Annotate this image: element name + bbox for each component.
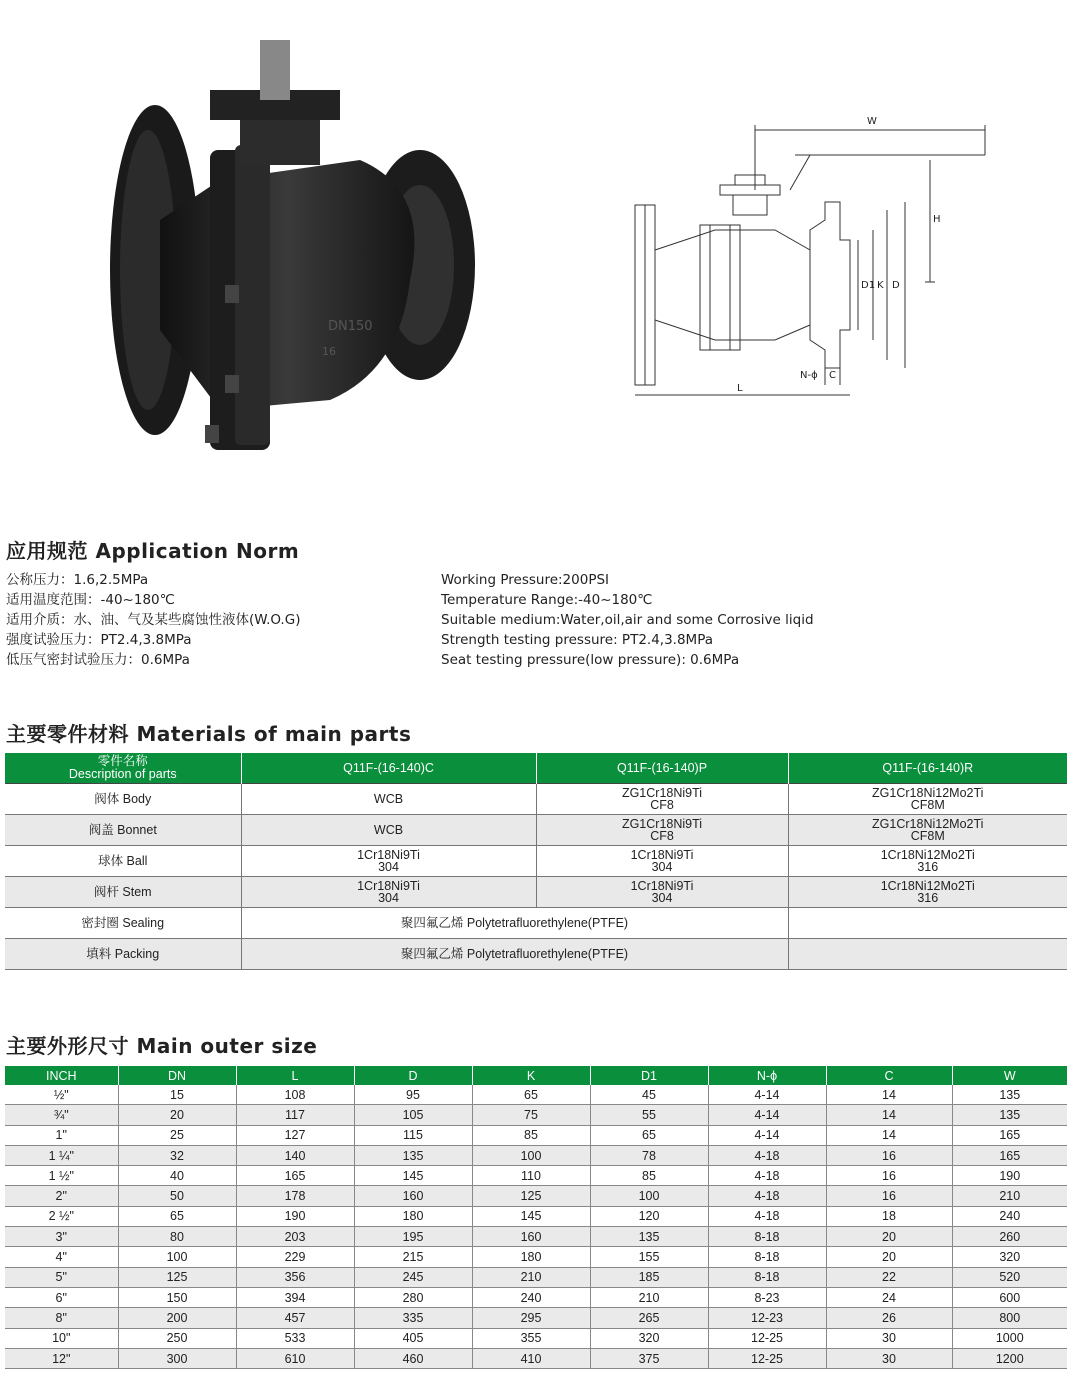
sizes-cell: 4-14	[708, 1085, 826, 1105]
material-value: WCB	[373, 823, 404, 837]
col-header-c: Q11F-(16-140)C	[241, 753, 536, 784]
sizes-col-header: N-ϕ	[708, 1066, 826, 1085]
dim-label-l: L	[737, 383, 743, 394]
sizes-cell: 12-23	[708, 1308, 826, 1328]
sizes-cell: 14	[826, 1105, 952, 1125]
sizes-cell: 265	[590, 1308, 708, 1328]
sizes-cell: 320	[590, 1328, 708, 1348]
sizes-row	[5, 1328, 1067, 1348]
material-cell-c2	[536, 846, 788, 877]
sizes-cell: 135	[354, 1145, 472, 1165]
sizes-row	[5, 1348, 1067, 1368]
part-name-cell: 填料 Packing	[5, 939, 241, 970]
material-value: CF8	[650, 829, 674, 843]
norm-en-line: Temperature Range:-40~180℃	[441, 592, 653, 608]
sizes-cell: 145	[472, 1206, 590, 1226]
part-name-cell: 球体 Ball	[5, 846, 241, 877]
sizes-col-header: C	[826, 1066, 952, 1085]
sizes-cell: 1 ¼"	[5, 1145, 118, 1165]
material-cell-c3	[788, 784, 1067, 815]
sizes-cell: 40	[118, 1166, 236, 1186]
sizes-cell: 457	[236, 1308, 354, 1328]
sizes-cell: 30	[826, 1348, 952, 1368]
sizes-cell: 210	[590, 1287, 708, 1307]
sizes-cell: 110	[472, 1166, 590, 1186]
sizes-row	[5, 1166, 1067, 1186]
material-value: 304	[378, 891, 399, 905]
sizes-cell: 1200	[952, 1348, 1067, 1368]
sizes-cell: 1 ½"	[5, 1166, 118, 1186]
sizes-cell: 4-18	[708, 1145, 826, 1165]
sizes-cell: 300	[118, 1348, 236, 1368]
materials-row	[5, 846, 1067, 877]
material-cell-c1	[241, 784, 536, 815]
sizes-cell: ½"	[5, 1085, 118, 1105]
material-value: 304	[378, 860, 399, 874]
sizes-cell: 100	[472, 1145, 590, 1165]
material-value: ZG1Cr18Ni9Ti	[621, 786, 703, 800]
sizes-row	[5, 1267, 1067, 1287]
dim-label-n-phi: N-ϕ	[800, 370, 818, 381]
dim-label-c: C	[829, 370, 836, 381]
material-value: WCB	[373, 792, 404, 806]
sizes-cell: 375	[590, 1348, 708, 1368]
material-cell-c3	[788, 877, 1067, 908]
sizes-cell: 135	[952, 1085, 1067, 1105]
part-name-cell: 阀盖 Bonnet	[5, 815, 241, 846]
sizes-cell: 3"	[5, 1227, 118, 1247]
sizes-cell: 115	[354, 1125, 472, 1145]
norm-cn-line: 低压气密封试验压力：0.6MPa	[6, 652, 190, 668]
sizes-cell: 127	[236, 1125, 354, 1145]
sizes-cell: 1"	[5, 1125, 118, 1145]
norm-cn-line: 适用温度范围：-40~180℃	[6, 592, 175, 608]
ball-valve-photo	[100, 30, 490, 450]
material-value: ZG1Cr18Ni12Mo2Ti	[872, 817, 984, 831]
sizes-cell: 610	[236, 1348, 354, 1368]
materials-row	[5, 908, 1067, 939]
sizes-cell: 18	[826, 1206, 952, 1226]
dim-label-k: K	[877, 280, 884, 291]
sizes-cell: 800	[952, 1308, 1067, 1328]
sizes-cell: 210	[952, 1186, 1067, 1206]
sizes-cell: 22	[826, 1267, 952, 1287]
sizes-cell: 55	[590, 1105, 708, 1125]
sizes-cell: 25	[118, 1125, 236, 1145]
sizes-row	[5, 1145, 1067, 1165]
col-header-part: 零件名称 Description of parts	[5, 753, 241, 784]
sizes-cell: 12"	[5, 1348, 118, 1368]
sizes-cell: 394	[236, 1287, 354, 1307]
sizes-cell: 460	[354, 1348, 472, 1368]
sizes-cell: 80	[118, 1227, 236, 1247]
norm-en-line: Seat testing pressure(low pressure): 0.6MPa	[441, 652, 740, 668]
material-value: 1Cr18Ni9Ti	[630, 848, 694, 862]
sizes-cell: 85	[472, 1125, 590, 1145]
sizes-cell: 12-25	[708, 1348, 826, 1368]
material-value: ZG1Cr18Ni9Ti	[621, 817, 703, 831]
sizes-row	[5, 1105, 1067, 1125]
sizes-cell: 65	[590, 1125, 708, 1145]
material-value: 1Cr18Ni12Mo2Ti	[880, 848, 975, 862]
material-span-cell: 聚四氟乙烯 Polytetrafluorethylene(PTFE)	[241, 939, 788, 970]
sizes-cell: 30	[826, 1328, 952, 1348]
sizes-cell: 165	[952, 1125, 1067, 1145]
material-value: CF8	[650, 798, 674, 812]
materials-table	[5, 753, 1067, 970]
material-span-cell: 聚四氟乙烯 Polytetrafluorethylene(PTFE)	[241, 908, 788, 939]
application-norm-title: 应用规范 Application Norm	[6, 539, 300, 563]
material-value: 304	[651, 860, 673, 874]
material-cell-c1	[241, 815, 536, 846]
material-cell-c3	[788, 815, 1067, 846]
material-value: 1Cr18Ni9Ti	[357, 879, 420, 893]
materials-row	[5, 877, 1067, 908]
col-header-r: Q11F-(16-140)R	[788, 753, 1067, 784]
materials-title: 主要零件材料 Materials of main parts	[6, 722, 412, 746]
dim-label-d1: D1	[861, 280, 876, 291]
sizes-col-header: DN	[118, 1066, 236, 1085]
sizes-cell: 125	[472, 1186, 590, 1206]
sizes-cell: 356	[236, 1267, 354, 1287]
sizes-cell: 155	[590, 1247, 708, 1267]
sizes-col-header: D	[354, 1066, 472, 1085]
norm-cn-line: 强度试验压力：PT2.4,3.8MPa	[6, 632, 192, 648]
sizes-cell: 405	[354, 1328, 472, 1348]
sizes-cell: 50	[118, 1186, 236, 1206]
sizes-cell: 135	[952, 1105, 1067, 1125]
sizes-cell: 45	[590, 1085, 708, 1105]
sizes-row	[5, 1247, 1067, 1267]
dim-label-h: H	[933, 214, 941, 225]
material-cell-c3	[788, 846, 1067, 877]
material-value: 316	[917, 891, 939, 905]
sizes-row	[5, 1206, 1067, 1226]
norm-cn-line: 公称压力：1.6,2.5MPa	[6, 572, 149, 588]
sizes-cell: 140	[236, 1145, 354, 1165]
sizes-cell: 520	[952, 1267, 1067, 1287]
sizes-cell: 135	[590, 1227, 708, 1247]
sizes-header-row	[5, 1066, 1067, 1085]
sizes-cell: 533	[236, 1328, 354, 1348]
norm-en-line: Working Pressure:200PSI	[441, 572, 610, 588]
material-value: 304	[651, 891, 673, 905]
sizes-cell: 215	[354, 1247, 472, 1267]
sizes-cell: 260	[952, 1227, 1067, 1247]
sizes-cell: 2 ½"	[5, 1206, 118, 1226]
sizes-cell: 4"	[5, 1247, 118, 1267]
sizes-cell: 280	[354, 1287, 472, 1307]
sizes-cell: 78	[590, 1145, 708, 1165]
material-cell-c2	[536, 815, 788, 846]
material-value: CF8M	[910, 829, 945, 843]
sizes-cell: 108	[236, 1085, 354, 1105]
sizes-cell: 26	[826, 1308, 952, 1328]
sizes-cell: 14	[826, 1085, 952, 1105]
part-name-cell: 密封圈 Sealing	[5, 908, 241, 939]
body-marking-pn: 16	[322, 345, 336, 358]
sizes-cell: 120	[590, 1206, 708, 1226]
sizes-row	[5, 1287, 1067, 1307]
sizes-cell: 8-18	[708, 1227, 826, 1247]
sizes-cell: 320	[952, 1247, 1067, 1267]
sizes-row	[5, 1125, 1067, 1145]
sizes-cell: 600	[952, 1287, 1067, 1307]
sizes-cell: 65	[118, 1206, 236, 1226]
sizes-cell: 8-18	[708, 1247, 826, 1267]
sizes-col-header: W	[952, 1066, 1067, 1085]
sizes-cell: 203	[236, 1227, 354, 1247]
sizes-cell: 100	[118, 1247, 236, 1267]
sizes-cell: 295	[472, 1308, 590, 1328]
sizes-cell: 355	[472, 1328, 590, 1348]
sizes-cell: 15	[118, 1085, 236, 1105]
norm-cn-line: 适用介质：水、油、气及某些腐蚀性液体(W.O.G)	[6, 612, 301, 628]
sizes-cell: 210	[472, 1267, 590, 1287]
sizes-col-header: D1	[590, 1066, 708, 1085]
material-value: 1Cr18Ni12Mo2Ti	[880, 879, 975, 893]
sizes-cell: 410	[472, 1348, 590, 1368]
norm-en-line: Strength testing pressure: PT2.4,3.8MPa	[441, 632, 714, 648]
sizes-cell: 65	[472, 1085, 590, 1105]
sizes-cell: 5"	[5, 1267, 118, 1287]
sizes-cell: 180	[472, 1247, 590, 1267]
material-cell-c2	[536, 877, 788, 908]
norm-en-line: Suitable medium:Water,oil,air and some Corrosive liqid	[441, 612, 814, 628]
sizes-cell: 4-18	[708, 1166, 826, 1186]
sizes-cell: 195	[354, 1227, 472, 1247]
material-cell-c1	[241, 877, 536, 908]
sizes-cell: 1000	[952, 1328, 1067, 1348]
part-name-cell: 阀体 Body	[5, 784, 241, 815]
dimension-drawing	[625, 110, 1005, 410]
material-value: 1Cr18Ni9Ti	[630, 879, 694, 893]
material-value: ZG1Cr18Ni12Mo2Ti	[872, 786, 984, 800]
sizes-cell: 95	[354, 1085, 472, 1105]
materials-row	[5, 939, 1067, 970]
sizes-cell: 14	[826, 1125, 952, 1145]
sizes-cell: 4-14	[708, 1125, 826, 1145]
sizes-table	[5, 1066, 1067, 1369]
sizes-cell: 335	[354, 1308, 472, 1328]
sizes-cell: 160	[472, 1227, 590, 1247]
sizes-cell: 16	[826, 1166, 952, 1186]
sizes-cell: 250	[118, 1328, 236, 1348]
application-norm-en	[441, 570, 814, 670]
sizes-cell: 160	[354, 1186, 472, 1206]
sizes-cell: 32	[118, 1145, 236, 1165]
sizes-cell: 12-25	[708, 1328, 826, 1348]
sizes-cell: 180	[354, 1206, 472, 1226]
sizes-cell: ¾"	[5, 1105, 118, 1125]
part-name-cell: 阀杆 Stem	[5, 877, 241, 908]
sizes-cell: 16	[826, 1186, 952, 1206]
sizes-cell: 2"	[5, 1186, 118, 1206]
col-header-p: Q11F-(16-140)P	[536, 753, 788, 784]
sizes-cell: 20	[826, 1247, 952, 1267]
body-marking-dn: DN150	[328, 319, 373, 334]
materials-header-row	[5, 753, 1067, 784]
sizes-cell: 20	[826, 1227, 952, 1247]
dim-label-d: D	[892, 280, 900, 291]
sizes-cell: 178	[236, 1186, 354, 1206]
sizes-cell: 105	[354, 1105, 472, 1125]
sizes-row	[5, 1085, 1067, 1105]
sizes-cell: 190	[952, 1166, 1067, 1186]
sizes-cell: 16	[826, 1145, 952, 1165]
dim-label-w: W	[867, 116, 877, 127]
sizes-cell: 4-18	[708, 1206, 826, 1226]
materials-row	[5, 815, 1067, 846]
sizes-cell: 150	[118, 1287, 236, 1307]
sizes-title: 主要外形尺寸 Main outer size	[6, 1034, 318, 1058]
material-value: 316	[917, 860, 939, 874]
material-cell-c1	[241, 846, 536, 877]
materials-row	[5, 784, 1067, 815]
sizes-cell: 165	[236, 1166, 354, 1186]
sizes-cell: 125	[118, 1267, 236, 1287]
sizes-cell: 20	[118, 1105, 236, 1125]
sizes-row	[5, 1186, 1067, 1206]
sizes-row	[5, 1308, 1067, 1328]
sizes-cell: 85	[590, 1166, 708, 1186]
material-cell-r	[788, 939, 1067, 970]
application-norm-cn	[6, 570, 300, 670]
sizes-cell: 240	[472, 1287, 590, 1307]
sizes-cell: 100	[590, 1186, 708, 1206]
sizes-cell: 4-18	[708, 1186, 826, 1206]
sizes-cell: 190	[236, 1206, 354, 1226]
sizes-cell: 75	[472, 1105, 590, 1125]
sizes-cell: 10"	[5, 1328, 118, 1348]
sizes-cell: 185	[590, 1267, 708, 1287]
sizes-cell: 117	[236, 1105, 354, 1125]
sizes-cell: 240	[952, 1206, 1067, 1226]
sizes-cell: 8-18	[708, 1267, 826, 1287]
sizes-row	[5, 1227, 1067, 1247]
sizes-cell: 229	[236, 1247, 354, 1267]
sizes-cell: 145	[354, 1166, 472, 1186]
sizes-col-header: K	[472, 1066, 590, 1085]
sizes-cell: 165	[952, 1145, 1067, 1165]
sizes-col-header: L	[236, 1066, 354, 1085]
sizes-cell: 4-14	[708, 1105, 826, 1125]
sizes-cell: 6"	[5, 1287, 118, 1307]
material-cell-r	[788, 908, 1067, 939]
sizes-col-header: INCH	[5, 1066, 118, 1085]
material-value: 1Cr18Ni9Ti	[357, 848, 420, 862]
material-cell-c2	[536, 784, 788, 815]
material-value: CF8M	[910, 798, 945, 812]
sizes-cell: 245	[354, 1267, 472, 1287]
sizes-cell: 8-23	[708, 1287, 826, 1307]
sizes-cell: 24	[826, 1287, 952, 1307]
sizes-cell: 200	[118, 1308, 236, 1328]
sizes-cell: 8"	[5, 1308, 118, 1328]
